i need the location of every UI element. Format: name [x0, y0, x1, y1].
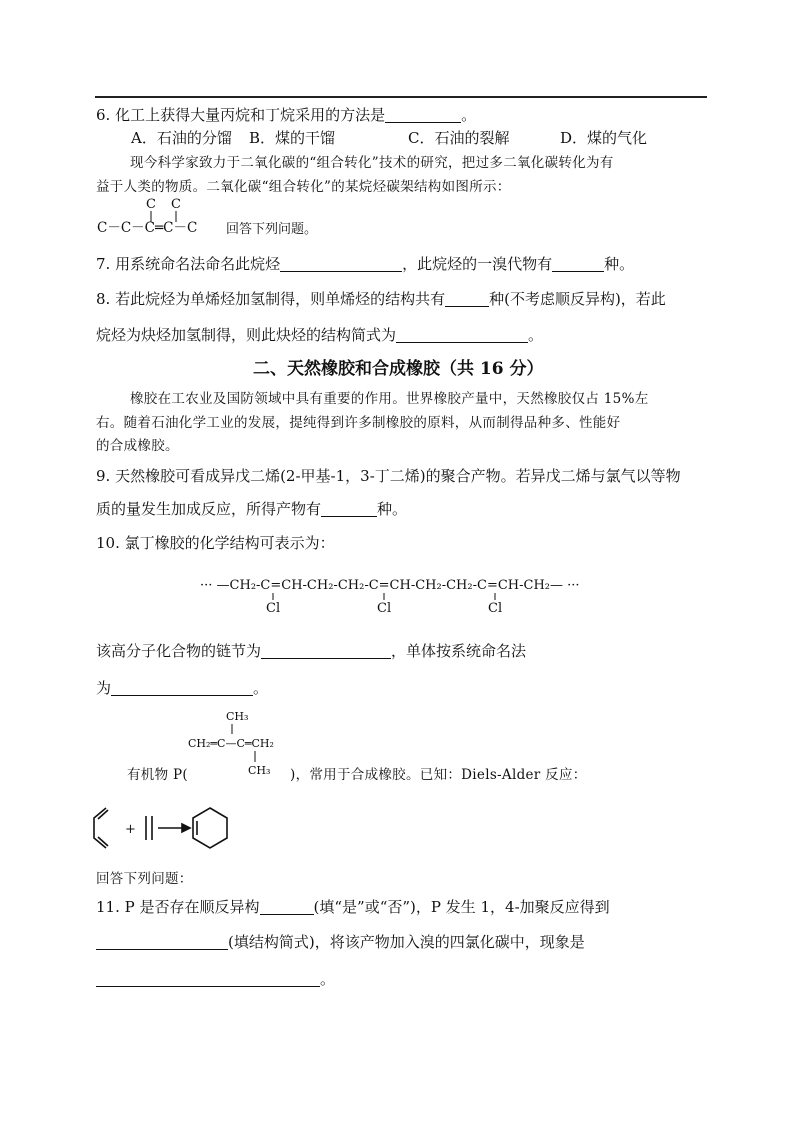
top-rule [95, 96, 707, 98]
q8-count-blank[interactable] [445, 291, 489, 307]
p-compound-before: 有机物 P( [127, 767, 188, 783]
q7 [96, 253, 634, 274]
q6-answer-blank[interactable] [385, 107, 461, 123]
q8-line2 [96, 324, 543, 345]
q11-text-c: (填结构简式)，将该产物加入溴的四氯化碳中，现象是 [228, 933, 585, 951]
q6-stem [96, 104, 476, 125]
q9-text-b: 种。 [377, 500, 408, 518]
q10-line2 [96, 640, 526, 661]
q11-line1 [96, 896, 610, 917]
q9-count-blank[interactable] [321, 501, 377, 517]
answer-prompt: 回答下列问题： [96, 871, 193, 887]
skeleton-chain: C－C－C═C－C [97, 220, 198, 236]
intro1-line2: 益于人类的物质。二氧化碳“组合转化”的某烷烃碳架结构如图所示： [96, 179, 511, 195]
intro2-line3: 的合成橡胶。 [96, 438, 179, 454]
skeleton-suffix: 回答下列问题。 [226, 222, 318, 237]
q11-line3 [96, 968, 335, 989]
q7-text-c: 种。 [604, 255, 635, 273]
intro1-line1: 现今科学家致力于二氧化碳的“组合转化”技术的研究，把过多二氧化碳转化为有 [130, 155, 614, 171]
q9-line1: 9. 天然橡胶可看成异戊二烯(2-甲基-1，3-丁二烯)的聚合产物。若异戊二烯与氯气以等物 [96, 467, 681, 485]
q10-text-c: 为 [96, 679, 112, 697]
intro2-line2: 右。随着石油化学工业的发展，提纯得到许多制橡胶的原料，从而制得品种多、性能好 [96, 415, 621, 431]
q8-structure-blank[interactable] [396, 327, 528, 343]
compound-p-structure [186, 706, 306, 778]
q10-text-b: ，单体按系统命名法 [391, 642, 527, 660]
q8-text-d: 。 [528, 326, 544, 344]
cl-label-1: Cl [266, 601, 281, 616]
q7-count-blank[interactable] [552, 256, 604, 272]
q8-text-c: 烷烃为炔烃加氢制得，则此炔烃的结构简式为 [96, 326, 397, 344]
q11-text-d: 。 [320, 970, 336, 988]
q6-option-c: C．石油的裂解 [408, 129, 510, 147]
q6-period: 。 [461, 106, 477, 124]
q10-line3 [96, 677, 268, 698]
q9-text-a: 质的量发生加成反应，所得产物有 [96, 500, 322, 518]
q7-text-a: 7. 用系统命名法命名此烷烃 [96, 255, 281, 273]
skeleton-top-c2: C [171, 197, 181, 212]
ch3-top: CH₃ [226, 710, 249, 723]
q11-text-b: (填“是”或“否”)，P 发生 1，4-加聚反应得到 [313, 898, 610, 916]
q11-text-a: 11. P 是否存在顺反异构 [96, 898, 260, 916]
q6-option-a: A．石油的分馏 [131, 129, 232, 147]
q10-text-a: 该高分子化合物的链节为 [96, 642, 262, 660]
cl-label-3: Cl [488, 601, 503, 616]
q10-stem: 10. 氯丁橡胶的化学结构可表示为： [96, 534, 335, 552]
ch3-bottom: CH₃ [248, 764, 271, 777]
cyclohexene-ring [193, 808, 227, 848]
reaction-plus: + [125, 822, 136, 837]
section2-title: 二、天然橡胶和合成橡胶（共 16 分） [253, 359, 544, 379]
q11-isomer-blank[interactable] [260, 899, 314, 915]
q10-monomer-blank[interactable] [111, 680, 253, 696]
skeleton-top-c1: C [146, 197, 156, 212]
q6-text: 6. 化工上获得大量丙烷和丁烷采用的方法是 [96, 106, 386, 124]
chloroprene-rubber-formula [196, 572, 606, 616]
q11-structure-blank[interactable] [96, 934, 228, 950]
cl-label-2: Cl [377, 601, 392, 616]
q10-text-d: 。 [253, 679, 269, 697]
reaction-arrow-head [182, 824, 190, 832]
p-main-chain: CH₂═C—C═CH₂ [188, 737, 274, 750]
q8-line1 [96, 288, 666, 309]
q10-unit-blank[interactable] [261, 643, 391, 659]
alkane-skeleton-diagram [94, 195, 394, 241]
q6-option-b: B．煤的干馏 [249, 129, 336, 147]
q8-text-a: 8. 若此烷烃为单烯烃加氢制得，则单烯烃的结构共有 [96, 290, 446, 308]
q11-phenomenon-blank[interactable] [96, 971, 320, 987]
q7-text-b: ，此烷烃的一溴代物有 [402, 255, 553, 273]
diels-alder-reaction-diagram [88, 800, 248, 858]
q7-name-blank[interactable] [280, 256, 402, 272]
q8-text-b: 种(不考虑顺反异构)，若此 [489, 290, 666, 308]
q6-option-d: D．煤的气化 [560, 129, 648, 147]
q9-line2 [96, 498, 407, 519]
polymer-chain-formula: ··· —CH₂-C=CH-CH₂-CH₂-C=CH-CH₂-CH₂-C=CH-CH₂— ··· [200, 578, 580, 593]
p-compound-after: )，常用于合成橡胶。已知：Diels-Alder 反应： [290, 767, 587, 783]
q11-line2 [96, 931, 585, 952]
intro2-line1: 橡胶在工农业及国防领域中具有重要的作用。世界橡胶产量中，天然橡胶仅占 15%左 [130, 391, 649, 407]
